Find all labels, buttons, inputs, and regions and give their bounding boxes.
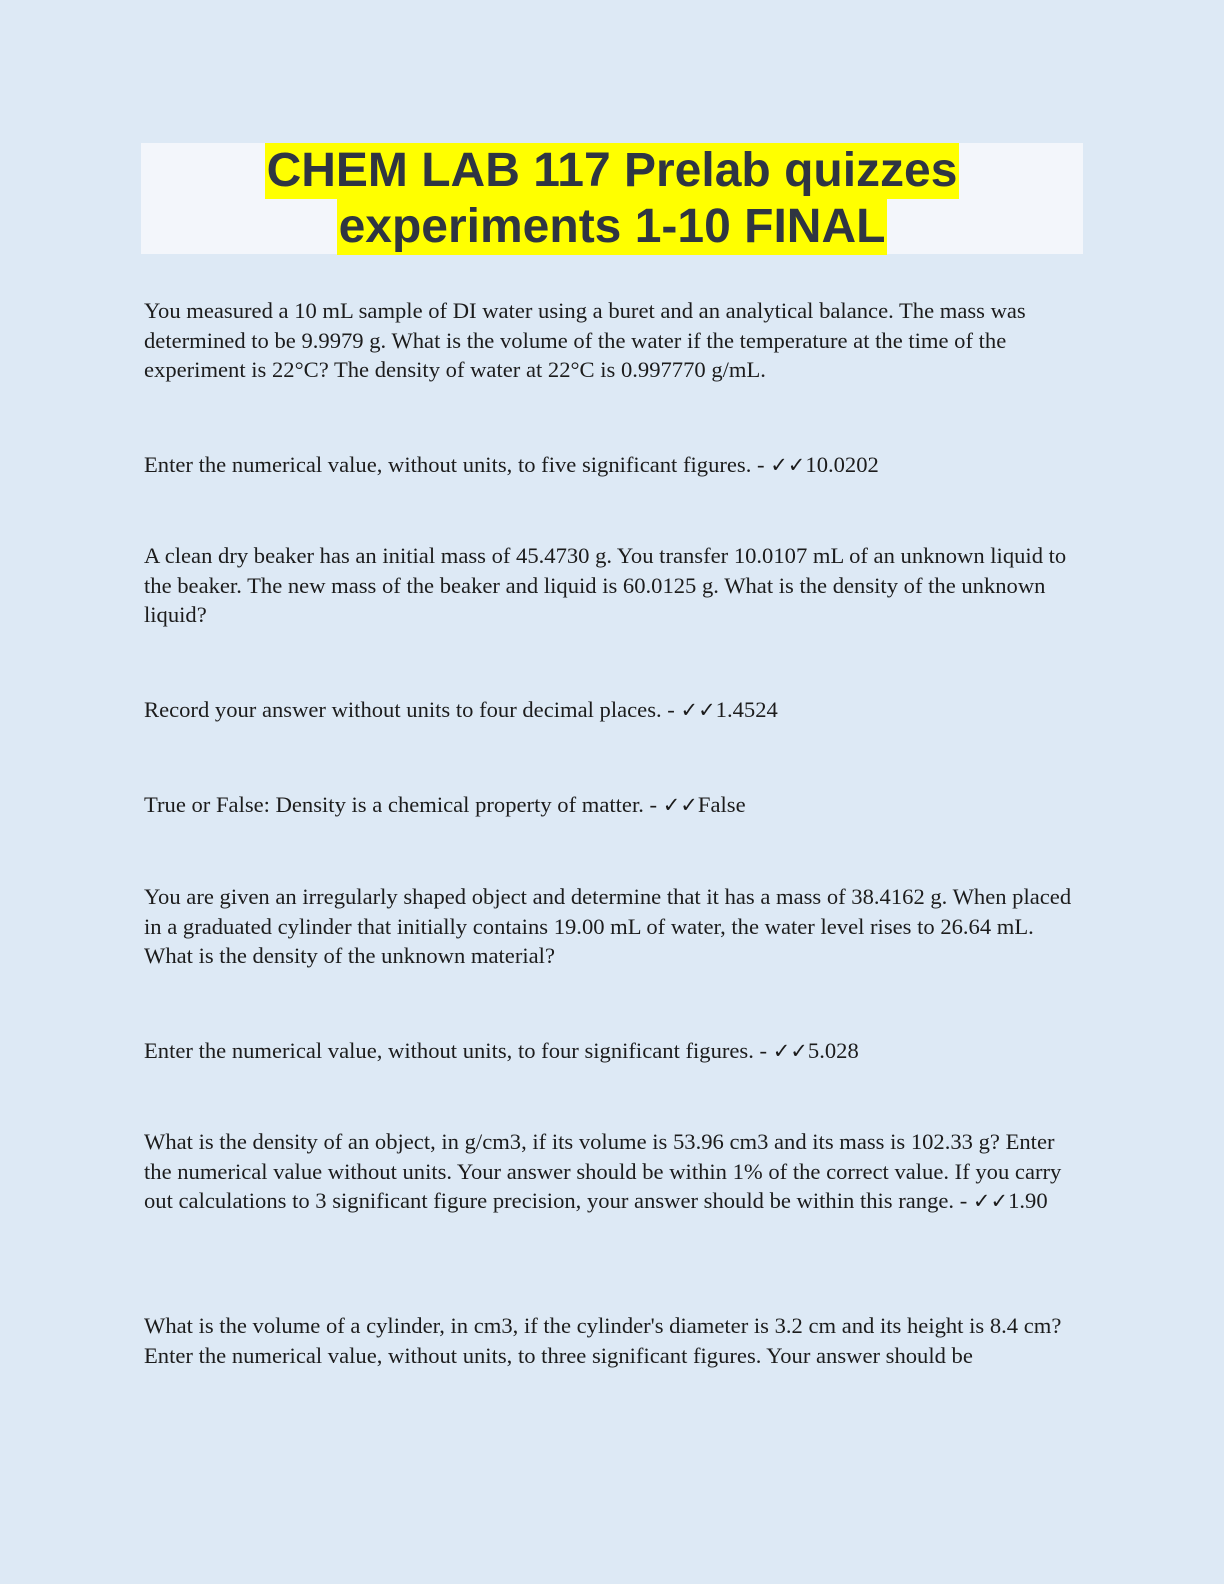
checkmark-icon: ✓✓	[972, 1189, 1009, 1214]
answer-value: False	[697, 792, 746, 817]
checkmark-icon: ✓✓	[662, 793, 698, 817]
answer-prompt: Enter the numerical value, without units, to five significant figures. -	[144, 452, 771, 477]
answer-value: 1.4524	[715, 697, 778, 722]
checkmark-icon: ✓✓	[770, 453, 806, 477]
question-paragraph-5: What is the volume of a cylinder, in cm3, if the cylinder's diameter is 3.2 cm and its height is 8.4 cm? Enter the numerical value, without units, to three significant figures. Your answer should be	[144, 1313, 1062, 1368]
answer-prompt: True or False: Density is a chemical property of matter. -	[144, 792, 663, 817]
question-paragraph-2: A clean dry beaker has an initial mass of 45.4730 g. You transfer 10.0107 mL of an unknown liquid to the beaker. The new mass of the beaker and liquid is 60.0125 g. What is the density of the unknown liquid?	[144, 543, 1067, 628]
answer-value: 10.0202	[805, 452, 879, 477]
answer-line-4	[144, 1036, 1084, 1067]
answer-prompt: Enter the numerical value, without units, to four significant figures. -	[144, 1038, 773, 1063]
question-paragraph-1: You measured a 10 mL sample of DI water using a buret and an analytical balance. The mass was determined to be 9.9979 g. What is the volume of the water if the temperature at the time of the experiment is 22°C? The density of water at 22°C is 0.997770 g/mL.	[144, 298, 1026, 383]
question-paragraph-4	[144, 1127, 1084, 1217]
answer-value: 5.028	[807, 1038, 859, 1063]
document-title-line-2: experiments 1-10 FINAL	[338, 200, 886, 253]
answer-prompt: Record your answer without units to four decimal places. -	[144, 697, 681, 722]
title-banner	[141, 143, 1083, 254]
question-paragraph-3: You are given an irregularly shaped object and determine that it has a mass of 38.4162 g. When placed in a graduated cylinder that initially contains 19.00 mL of water, the water level rises to 26.64 mL. What is the density of the unknown material?	[144, 884, 1072, 969]
answer-line-2	[144, 695, 1084, 726]
document-title-line-1: CHEM LAB 117 Prelab quizzes	[266, 144, 958, 197]
question-text: What is the density of an object, in g/cm3, if its volume is 53.96 cm3 and its mass is 102.33 g? Enter the numerical value without units. Your answer should be within 1% of the correct value. If you carry out calculations to 3 significant figure precision, your answer should be within this range. -	[144, 1129, 1062, 1214]
answer-value: 1.90	[1008, 1188, 1048, 1214]
checkmark-icon: ✓✓	[680, 698, 716, 722]
answer-line-1	[144, 450, 1084, 481]
checkmark-icon: ✓✓	[772, 1039, 808, 1063]
answer-line-3	[144, 790, 1084, 821]
